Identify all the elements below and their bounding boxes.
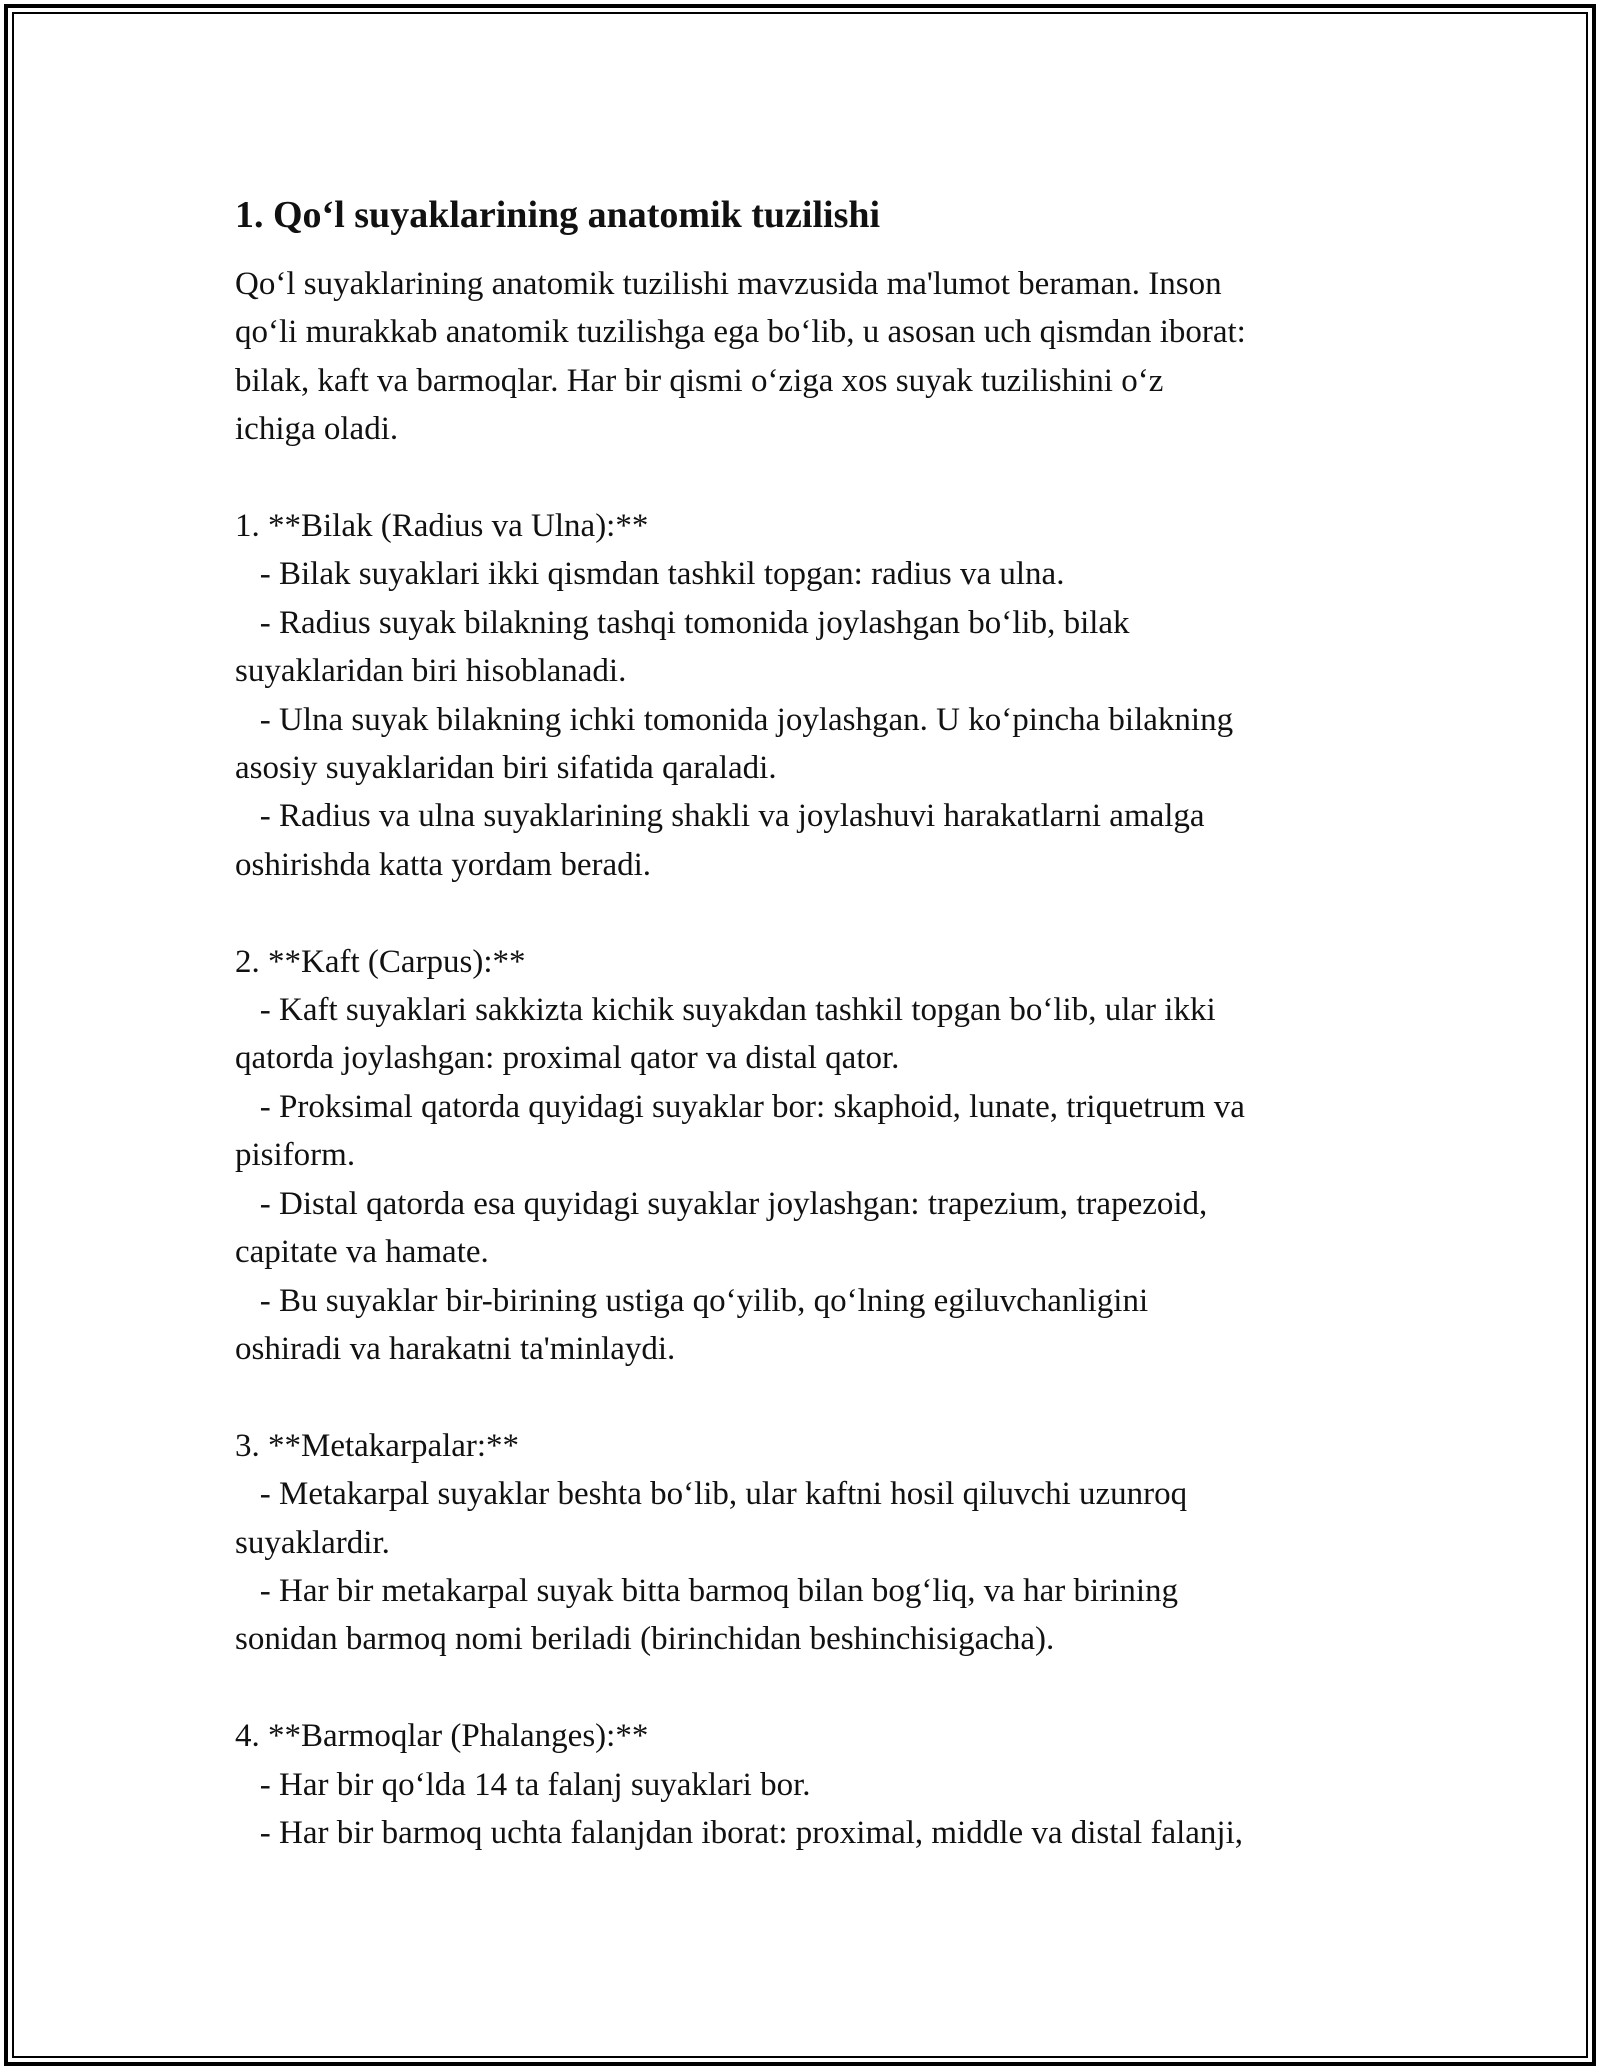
- document-text: [235, 260, 1375, 1857]
- text-line: - Har bir qo‘lda 14 ta falanj suyaklari bor.: [235, 1766, 811, 1803]
- text-line: - Distal qatorda esa quyidagi suyaklar joylashgan: trapezium, trapezoid,: [235, 1185, 1208, 1222]
- text-line: oshirishda katta yordam beradi.: [235, 846, 652, 883]
- text-line: - Radius va ulna suyaklarining shakli va joylashuvi harakatlarni amalga: [235, 798, 1205, 835]
- text-line: qo‘li murakkab anatomik tuzilishga ega bo‘lib, u asosan uch qismdan iborat:: [235, 314, 1246, 351]
- text-line: Qo‘l suyaklarining anatomik tuzilishi mavzusida ma'lumot beraman. Inson: [235, 266, 1222, 302]
- text-line: ichiga oladi.: [235, 411, 399, 448]
- text-line: - Bu suyaklar bir-birining ustiga qo‘yilib, qo‘lning egiluvchanligini: [235, 1282, 1149, 1319]
- text-line: - Kaft suyaklari sakkizta kichik suyakdan tashkil topgan bo‘lib, ular ikki: [235, 992, 1216, 1029]
- document-title: 1. Qo‘l suyaklarining anatomik tuzilishi: [235, 194, 881, 236]
- blank-line: [235, 889, 1375, 937]
- text-line: bilak, kaft va barmoqlar. Har bir qismi o‘ziga xos suyak tuzilishini o‘z: [235, 362, 1164, 399]
- text-line: - Har bir metakarpal suyak bitta barmoq bilan bog‘liq, va har birining: [235, 1572, 1178, 1609]
- text-line: suyaklaridan biri hisoblanadi.: [235, 653, 627, 690]
- text-line: - Ulna suyak bilakning ichki tomonida joylashgan. U ko‘pincha bilakning: [235, 701, 1234, 738]
- text-line: sonidan barmoq nomi beriladi (birinchidan beshinchisigacha).: [235, 1621, 1055, 1658]
- text-line: - Bilak suyaklari ikki qismdan tashkil topgan: radius va ulna.: [235, 556, 1065, 593]
- text-line: 4. **Barmoqlar (Phalanges):**: [235, 1718, 649, 1755]
- text-line: suyaklardir.: [235, 1524, 390, 1561]
- text-line: - Har bir barmoq uchta falanjdan iborat: proximal, middle va distal falanji,: [235, 1814, 1244, 1851]
- text-line: asosiy suyaklaridan biri sifatida qaraladi.: [235, 750, 777, 787]
- document-body: [235, 190, 1375, 1857]
- blank-line: [235, 454, 1375, 502]
- blank-line: [235, 1373, 1375, 1421]
- text-line: pisiform.: [235, 1137, 356, 1174]
- text-line: qatorda joylashgan: proximal qator va distal qator.: [235, 1040, 900, 1077]
- blank-line: [235, 1664, 1375, 1712]
- text-line: 2. **Kaft (Carpus):**: [235, 943, 526, 980]
- text-line: - Proksimal qatorda quyidagi suyaklar bor: skaphoid, lunate, triquetrum va: [235, 1088, 1245, 1125]
- text-line: 3. **Metakarpalar:**: [235, 1427, 520, 1464]
- text-line: - Metakarpal suyaklar beshta bo‘lib, ular kaftni hosil qiluvchi uzunroq: [235, 1476, 1188, 1513]
- text-line: oshiradi va harakatni ta'minlaydi.: [235, 1330, 676, 1367]
- text-line: 1. **Bilak (Radius va Ulna):**: [235, 508, 649, 545]
- text-line: - Radius suyak bilakning tashqi tomonida joylashgan bo‘lib, bilak: [235, 604, 1130, 641]
- text-line: capitate va hamate.: [235, 1234, 489, 1271]
